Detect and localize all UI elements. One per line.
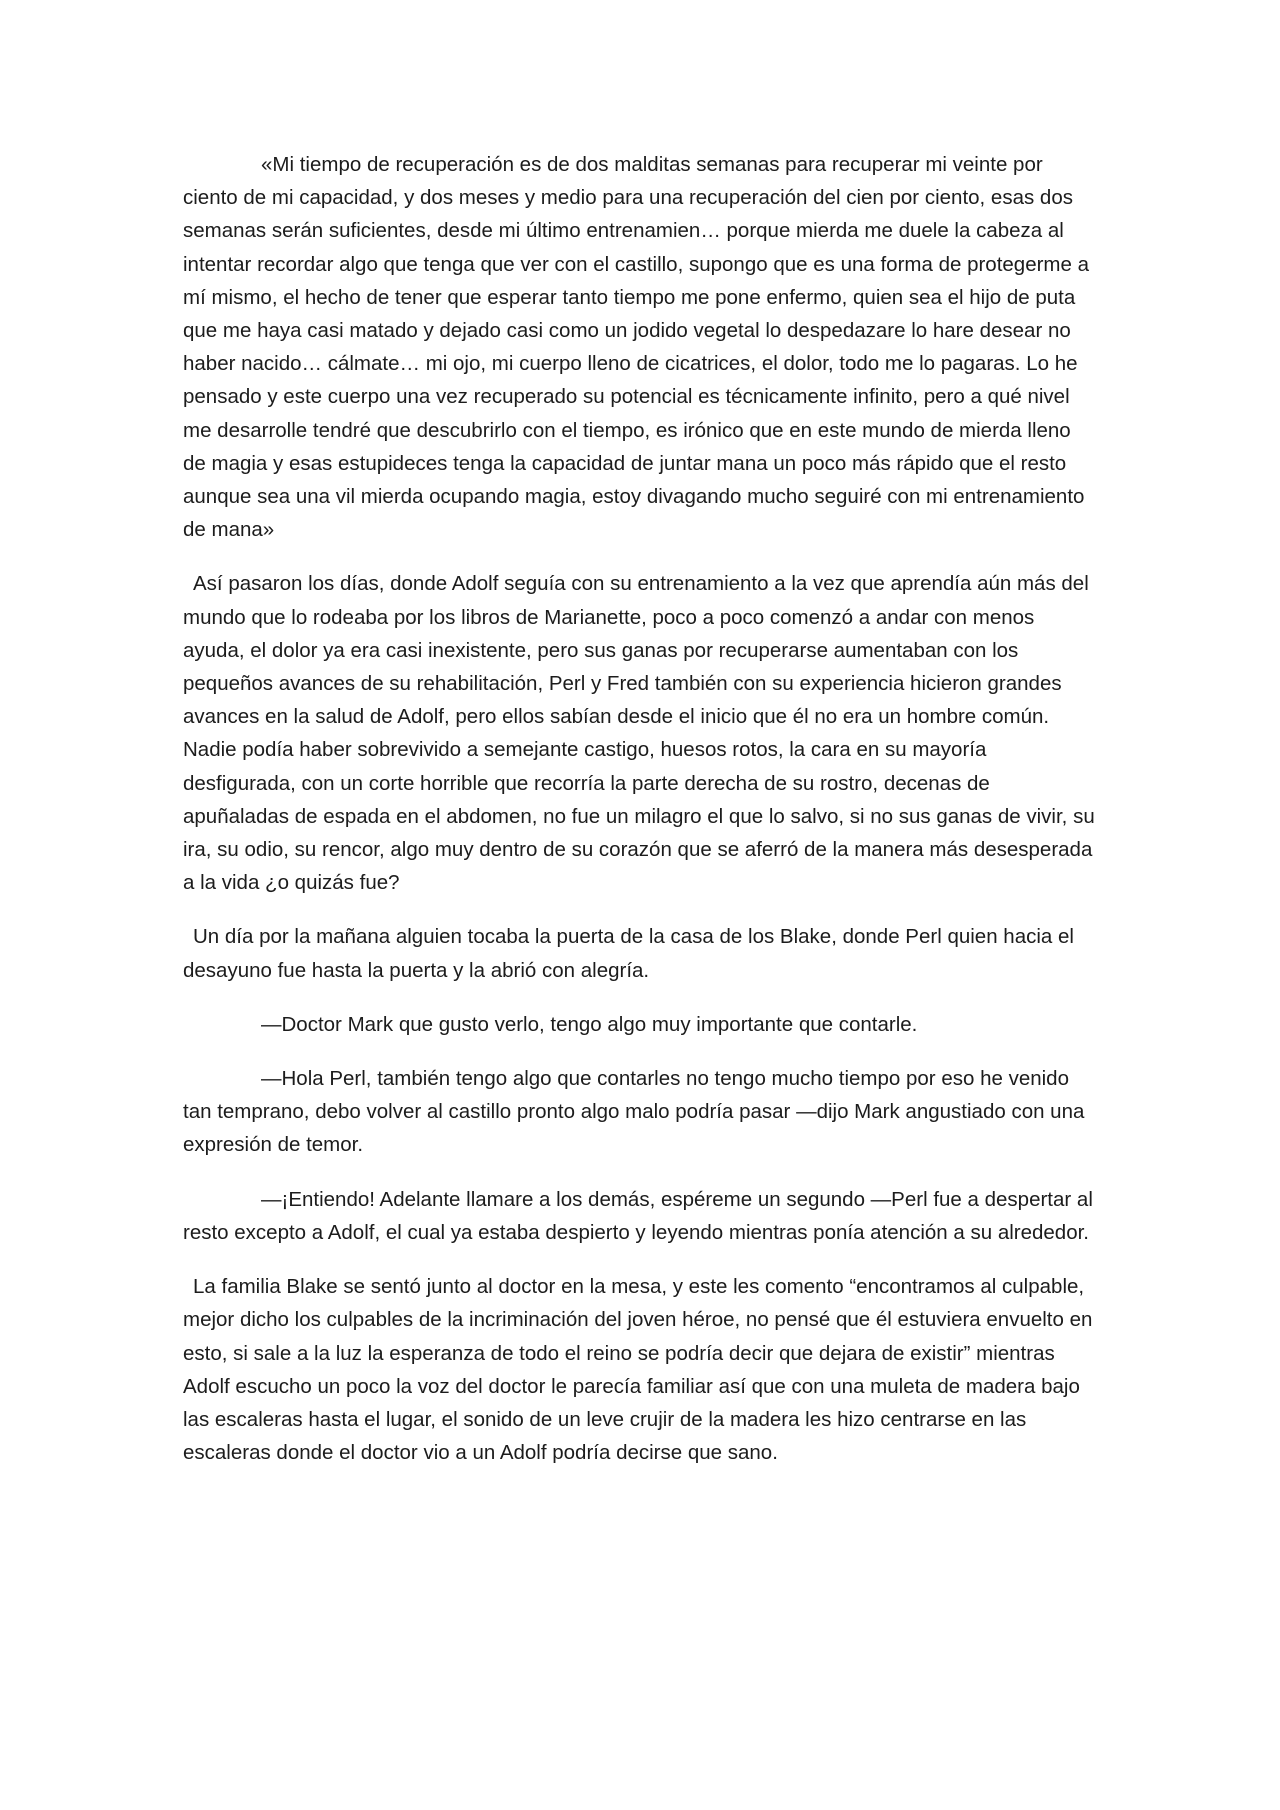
paragraph-dialogue-perl: —Doctor Mark que gusto verlo, tengo algo muy importante que contarle. [261,1012,918,1036]
document-body [183,148,1095,1490]
paragraph-knock-at-door: Un día por la mañana alguien tocaba la puerta de la casa de los Blake, donde Perl quien hacia el desayuno fue hasta la puerta y la abrió con alegría. [183,925,1074,982]
paragraph-dialogue-mark: —Hola Perl, también tengo algo que contarles no tengo mucho tiempo por eso he venido tan temprano, debo volver al castillo pronto algo malo podría pasar —dijo Mark angustiado con una expresión de temor. [183,1067,1085,1157]
paragraph-days-passed: Así pasaron los días, donde Adolf seguía con su entrenamiento a la vez que aprendía aún más del mundo que lo rodeaba por los libros de Marianette, poco a poco comenzó a andar con menos ayuda, el dolor ya era casi inexistente, pero sus ganas por recuperarse aumentaban con los pequeños avances de su rehabilitación, Perl y Fred también con su experiencia hicieron grandes avances en la salud de Adolf, pero ellos sabían desde el inicio que él no era un hombre común. Nadie podía haber sobrevivido a semejante castigo, huesos rotos, la cara en su mayoría desfigurada, con un corte horrible que recorría la parte derecha de su rostro, decenas de apuñaladas de espada en el abdomen, no fue un milagro el que lo salvo, si no sus ganas de vivir, su ira, su odio, su rencor, algo muy dentro de su corazón que se aferró de la manera más desesperada a la vida ¿o quizás fue? [183,572,1095,895]
paragraph-dialogue-perl-reply: —¡Entiendo! Adelante llamare a los demás, espéreme un segundo —Perl fue a despertar al resto excepto a Adolf, el cual ya estaba despierto y leyendo mientras ponía atención a su alrededor. [183,1187,1093,1244]
paragraph-adolf-monologue: «Mi tiempo de recuperación es de dos malditas semanas para recuperar mi veinte por ciento de mi capacidad, y dos meses y medio para una recuperación del cien por ciento, esas dos semanas serán suficientes, desde mi último entrenamien… porque mierda me duele la cabeza al intentar recordar algo que tenga que ver con el castillo, supongo que es una forma de protegerme a mí mismo, el hecho de tener que esperar tanto tiempo me pone enfermo, quien sea el hijo de puta que me haya casi matado y dejado casi como un jodido vegetal lo despedazare lo hare desear no haber nacido… cálmate… mi ojo, mi cuerpo lleno de cicatrices, el dolor, todo me lo pagaras. Lo he pensado y este cuerpo una vez recuperado su potencial es técnicamente infinito, pero a qué nivel me desarrolle tendré que descubrirlo con el tiempo, es irónico que en este mundo de mierda lleno de magia y esas estupideces tenga la capacidad de juntar mana un poco más rápido que el resto aunque sea una vil mierda ocupando magia, estoy divagando mucho seguiré con mi entrenamiento de mana» [183,153,1089,542]
paragraph-blake-family-table: La familia Blake se sentó junto al doctor en la mesa, y este les comento “encontramos al culpable, mejor dicho los culpables de la incriminación del joven héroe, no pensé que él estuviera envuelto en esto, si sale a la luz la esperanza de todo el reino se podría decir que dejara de existir” mientras Adolf escucho un poco la voz del doctor le parecía familiar así que con una muleta de madera bajo las escaleras hasta el lugar, el sonido de un leve crujir de la madera les hizo centrarse en las escaleras donde el doctor vio a un Adolf podría decirse que sano. [183,1275,1093,1465]
